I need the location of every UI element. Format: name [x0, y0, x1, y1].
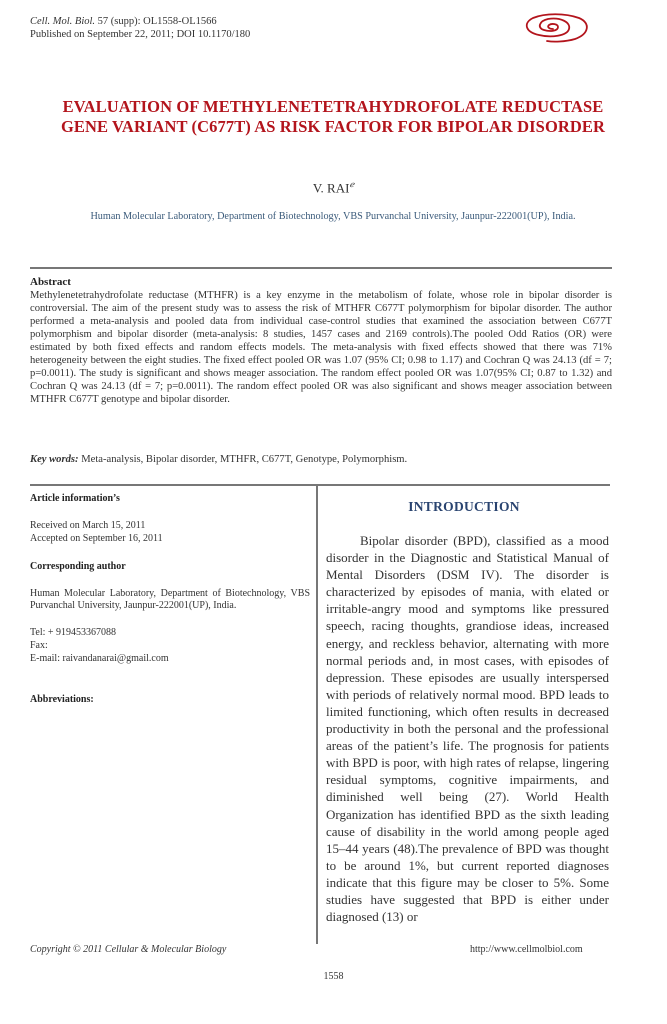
author-line — [0, 180, 667, 196]
divider-middle — [30, 484, 610, 486]
corresponding-author-heading: Corresponding author — [30, 561, 126, 572]
column-divider — [316, 486, 318, 944]
abbreviations-heading: Abbreviations: — [30, 694, 94, 705]
fax: Fax: — [30, 640, 48, 651]
accepted-date: Accepted on September 16, 2011 — [30, 533, 163, 544]
citation-line — [30, 15, 250, 28]
copyright: Copyright © 2011 Cellular & Molecular Biology — [30, 944, 227, 955]
email-link[interactable]: E-mail: raivandanarai@gmail.com — [30, 653, 169, 664]
page-number: 1558 — [323, 971, 344, 982]
citation-volume: 57 (supp): OL1558-OL1566 — [95, 16, 217, 27]
divider-top — [30, 267, 612, 269]
telephone: Tel: + 919453367088 — [30, 627, 117, 638]
received-date: Received on March 15, 2011 — [30, 520, 146, 531]
keywords-label: Key words: — [30, 454, 79, 465]
paper-title: EVALUATION OF METHYLENETETRAHYDROFOLATE REDUCTASE GENE VARIANT (C677T) AS RISK FACTOR FOR BIPOLAR DISORDER — [60, 97, 606, 136]
journal-url-link[interactable]: http://www.cellmolbiol.com — [470, 944, 583, 955]
introduction-heading: INTRODUCTION — [408, 499, 520, 514]
abstract-heading: Abstract — [30, 276, 71, 288]
corresponding-address: Human Molecular Laboratory, Department of Biotechnology, VBS Purvanchal University, Jaunpur-222001(UP), India. — [30, 588, 310, 611]
author-name: V. RAI — [312, 180, 350, 196]
abstract-text: Methylenetetrahydrofolate reductase (MTHFR) is a key enzyme in the metabolism of folate, whose role in bipolar disorder is controversial. The aim of the present study was to assess the risk of MTHFR C677T polymorphism for bipolar disorder. The author performed a meta-analysis and pooled data from individual case-control studies that examined the association between C677T polymorphism and bipolar disorder (meta-analysis: 8 studies, 1457 cases and 2169 controls).The pooled Odd Ratios (OR) were estimated by both fixed effects and random effects models. The meta-analysis with fixed effects showed that there was 71% heterogeneity between the eight studies. The fixed effect pooled OR was 1.07 (95% CI; 0.98 to 1.17) and Cochran Q was 24.13 (df = 7; p=0.0011). The study is significant and shows meager association. The random effect pooled OR was 1.07(95% CI; 0.87 to 1.32) and Cochran Q was 24.13 (df = 7; p=0.0011). The random effect pooled OR was also significant and shows meager association between MTHFR C677T genotype and bipolar disorder. — [30, 290, 612, 405]
article-info-heading: Article information’s — [30, 493, 120, 504]
introduction-text: Bipolar disorder (BPD), classified as a mood disorder in the Diagnostic and Statistical Manual of Mental Disorders (DSM IV). The disorder is characterized by episodes of mania, with elated or irritable-angry mood and symptoms like pressured speech, racing thoughts, grandiose ideas, increased energy, and reckless behavior, alternating with more normal periods and, in most cases, with episodes of depression. These episodes are usually interspersed with periods of relatively normal mood. BPD leads to limited functioning, which often results in decreased productivity in both the personal and the professional areas of the patient’s life. The prognosis for patients with BPD is poor, with high rates of relapse, lingering residual symptoms, cognitive impairments, and diminished well being (27). World Health Organization has identified BPD as the sixth leading cause of disability in the world among people aged 15–44 years (48).The prevalence of BPD was thought to be around 1%, but current reported diagnoses indicate that this figure may be closer to 5%. Some studies have suggested that BPD is either under diagnosed (13) or — [326, 533, 609, 925]
author-mark: ℯ — [349, 180, 355, 189]
spiral-logo-icon — [503, 10, 598, 46]
journal-header — [30, 15, 250, 41]
keywords — [30, 454, 407, 465]
journal-name: Cell. Mol. Biol. — [30, 16, 96, 27]
affiliation: Human Molecular Laboratory, Department of Biotechnology, VBS Purvanchal University, Jaunpur-222001(UP), India. — [90, 211, 576, 222]
keywords-text: Meta-analysis, Bipolar disorder, MTHFR, C677T, Genotype, Polymorphism. — [78, 454, 408, 465]
published-line: Published on September 22, 2011; DOI 10.1170/180 — [30, 29, 251, 40]
